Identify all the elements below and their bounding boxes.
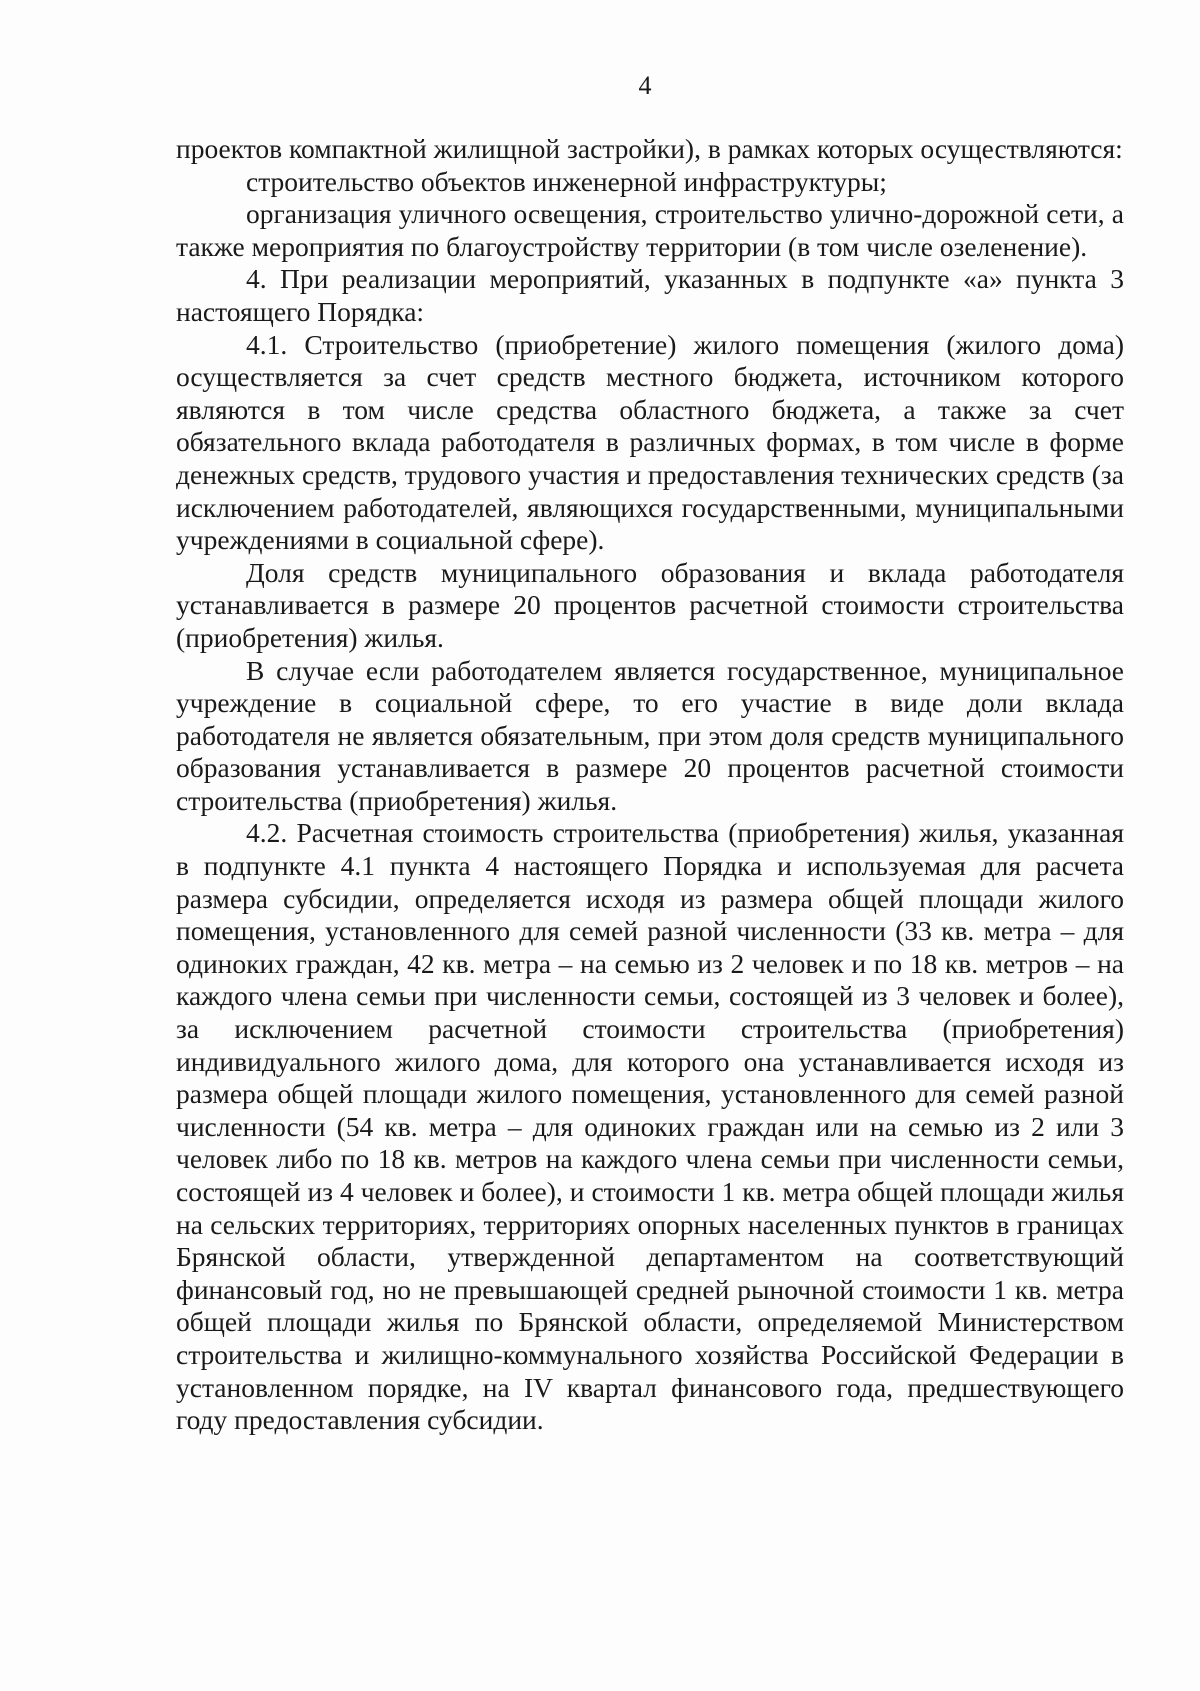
page-number: 4 [638, 71, 652, 100]
document-body [176, 133, 1124, 1437]
paragraph-infrastructure: строительство объектов инженерной инфраструктуры; [246, 165, 887, 197]
paragraph-item-4-1: 4.1. Строительство (приобретение) жилого помещения (жилого дома) осуществляется за счет средств местного бюджета, источником которого являются в том числе средства областного бюджета, а также за счет обязательного вклада работодателя в различных формах, в том числе в форме денежных средств, трудового участия и предоставления технических средств (за исключением работодателей, являющихся государственными, муниципальными учреждениями в социальной сфере). [176, 328, 1124, 556]
paragraph-lighting-roads: организация уличного освещения, строительство улично-дорожной сети, а также мероприятия по благоустройству территории (в том числе озеленение). [176, 198, 1124, 262]
paragraph-continuation: проектов компактной жилищной застройки), в рамках которых осуществляются: [176, 133, 1123, 164]
paragraph-state-employer: В случае если работодателем является государственное, муниципальное учреждение в социальной сфере, то его участие в виде доли вклада работодателя не является обязательным, при этом доля средств муниципального образования устанавливается в размере 20 процентов расчетной стоимости строительства (приобретения) жилья. [176, 654, 1124, 816]
paragraph-item-4-2: 4.2. Расчетная стоимость строительства (приобретения) жилья, указанная в подпункте 4.1 пункта 4 настоящего Порядка и используемая для расчета размера субсидии, определяется исходя из размера общей площади жилого помещения, установленного для семей разной численности (33 кв. метра – для одиноких граждан, 42 кв. метра – на семью из 2 человек и по 18 кв. метров – на каждого члена семьи при численности семьи, состоящей из 3 человек и более), за исключением расчетной стоимости строительства (приобретения) индивидуального жилого дома, для которого она устанавливается исходя из размера общей площади жилого помещения, установленного для семей разной численности (54 кв. метра – для одиноких граждан или на семью из 2 или 3 человек либо по 18 кв. метров на каждого члена семьи при численности семьи, состоящей из 4 человек и более), и стоимости 1 кв. метра общей площади жилья на сельских территориях, территориях опорных населенных пунктов в границах Брянской области, утвержденной департаментом на соответствующий финансовый год, но не превышающей средней рыночной стоимости 1 кв. метра общей площади жилья по Брянской области, определяемой Министерством строительства и жилищно-коммунального хозяйства Российской Федерации в установленном порядке, на IV квартал финансового года, предшествующего году предоставления субсидии. [176, 817, 1124, 1436]
paragraph-share-of-funds: Доля средств муниципального образования и вклада работодателя устанавливается в размере 20 процентов расчетной стоимости строительства (приобретения) жилья. [176, 556, 1124, 653]
paragraph-item-4: 4. При реализации мероприятий, указанных в подпункте «а» пункта 3 настоящего Порядка: [176, 263, 1124, 327]
